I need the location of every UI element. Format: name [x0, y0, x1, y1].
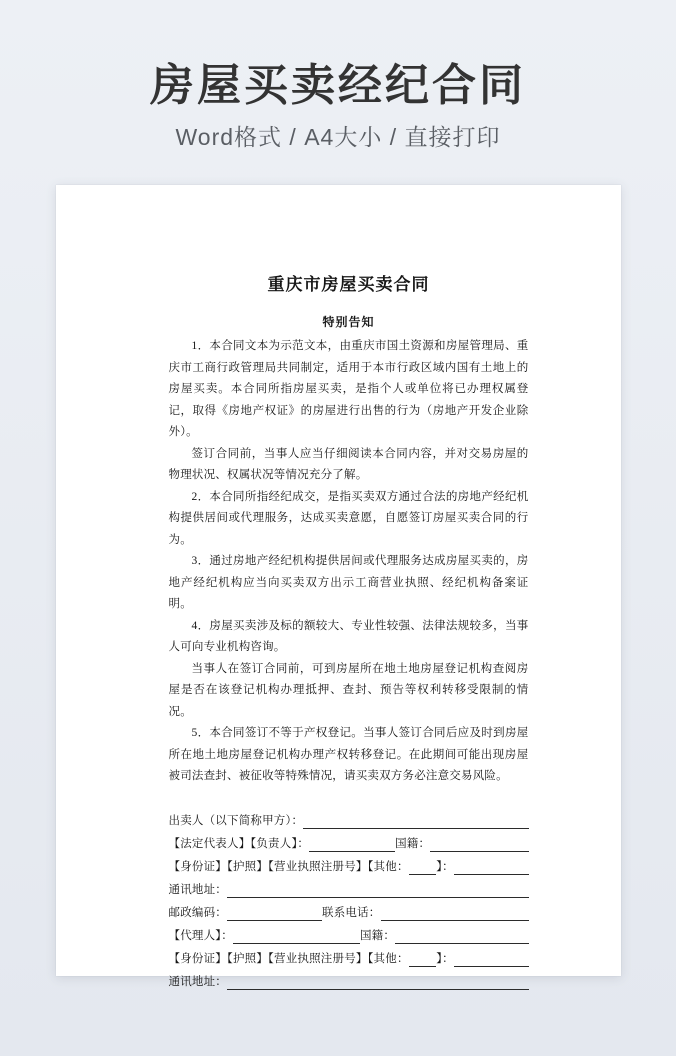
contract-paragraph: 1．本合同文本为示范文本，由重庆市国土资源和房屋管理局、重庆市工商行政管理局共同制定，适用于本市行政区域内国有土地上的房屋买卖。本合同所指房屋买卖，是指个人或单位将已办理权属登记，取得《房地产权证》的房屋进行出售的行为（房地产开发企业除外）。 [168, 340, 529, 438]
form-line [169, 902, 529, 925]
contract-party-form [169, 810, 529, 994]
page-header [0, 0, 676, 149]
form-label: 联系电话： [322, 906, 381, 919]
form-line [169, 810, 529, 833]
contract-paragraph: 签订合同前，当事人应当仔细阅读本合同内容，并对交易房屋的物理状况、权属状况等情况充分了解。 [168, 447, 529, 481]
document-title: 重庆市房屋买卖合同 [267, 275, 430, 294]
contract-paragraph: 4．房屋买卖涉及标的额较大、专业性较强、法律法规较多，当事人可向专业机构咨询。 [168, 619, 529, 653]
contract-paragraph: 5．本合同签订不等于产权登记。当事人签订合同后应及时到房屋所在地土地房屋登记机构办理产权转移登记。在此期间可能出现房屋被司法查封、被征收等特殊情况，请买卖双方务必注意交易风险。 [168, 727, 529, 782]
form-label: 邮政编码： [168, 906, 227, 919]
form-label: 】： [436, 860, 454, 873]
form-line [169, 833, 529, 856]
form-label: 国籍： [359, 929, 396, 942]
form-label: 【代理人】： [168, 929, 233, 942]
blank-underline [227, 886, 529, 898]
form-label: 国籍： [395, 837, 431, 850]
contract-paragraph: 当事人在签订合同前，可到房屋所在地土地房屋登记机构查阅房屋是否在该登记机构办理抵押、查封、预告等权利转移受限制的情况。 [168, 662, 529, 718]
form-label: 【身份证】【护照】【营业执照注册号】【其他： [168, 952, 409, 965]
blank-underline [454, 863, 529, 875]
blank-underline [395, 932, 528, 944]
form-label: 【身份证】【护照】【营业执照注册号】【其他： [168, 860, 409, 873]
blank-underline [227, 978, 529, 990]
form-label: 】： [436, 952, 454, 965]
contract-paragraph: 2．本合同所指经纪成交，是指买卖双方通过合法的房地产经纪机构提供居间或代理服务，达成买卖意愿，自愿签订房屋买卖合同的行为。 [168, 490, 529, 546]
contract-notice-paragraphs [169, 336, 529, 788]
form-label: 通讯地址： [168, 883, 227, 896]
blank-underline [309, 840, 395, 852]
blank-underline [409, 863, 437, 875]
form-line [169, 971, 529, 994]
form-line [169, 856, 529, 879]
notice-heading: 特别告知 [322, 315, 375, 329]
blank-underline [233, 932, 360, 944]
page-title: 房屋买卖经纪合同 [150, 61, 526, 110]
blank-underline [409, 955, 437, 967]
blank-underline [430, 840, 528, 852]
form-label: 通讯地址： [168, 975, 227, 988]
form-label: 【法定代表人】【负责人】： [168, 837, 310, 850]
contract-paragraph: 3．通过房地产经纪机构提供居间或代理服务达成房屋买卖的，房地产经纪机构应当向买卖双方出示工商营业执照、经纪机构备案证明。 [168, 555, 529, 610]
page-subtitle: Word格式 / A4大小 / 直接打印 [175, 124, 501, 150]
blank-underline [454, 955, 529, 967]
blank-underline [303, 817, 528, 829]
form-line [169, 948, 529, 971]
form-label: 出卖人（以下简称甲方）： [168, 814, 304, 827]
form-line [169, 925, 529, 948]
blank-underline [381, 909, 529, 921]
form-line [169, 879, 529, 902]
document-preview [56, 185, 621, 988]
blank-underline [227, 909, 322, 921]
